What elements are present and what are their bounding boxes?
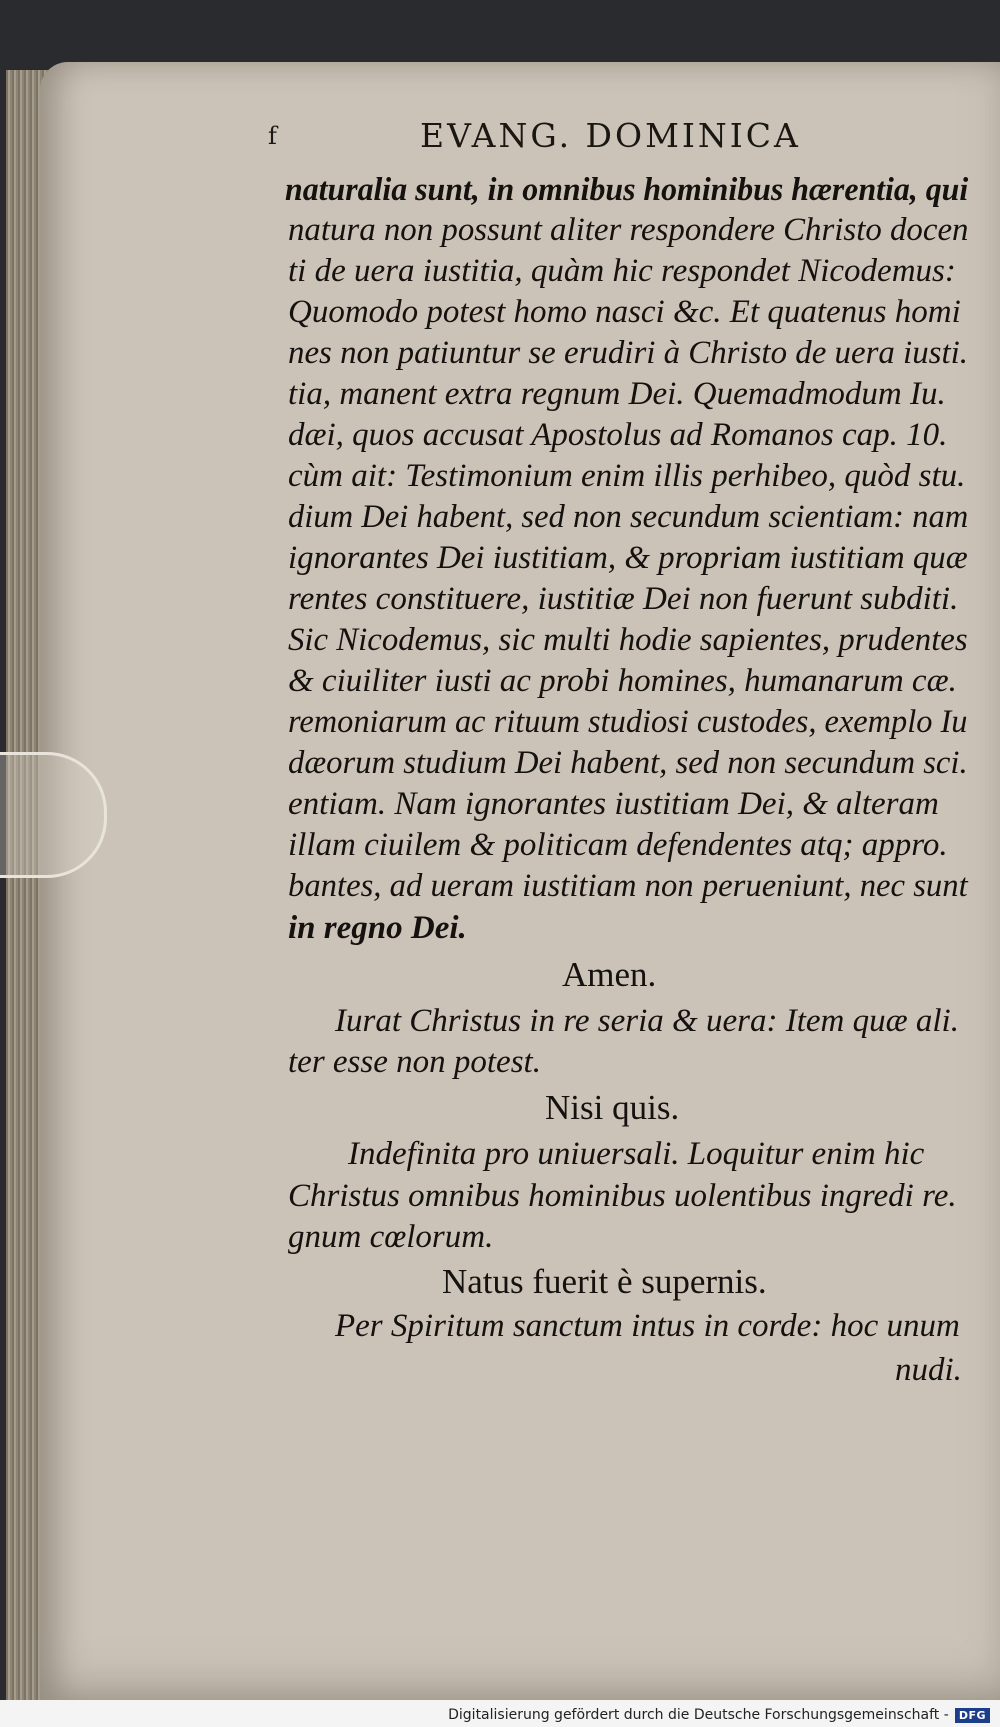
body-line: nes non patiuntur se erudiri à Christo de uera iusti. — [288, 335, 968, 371]
section-line: gnum cœlorum. — [288, 1219, 494, 1255]
body-line: natura non possunt aliter respondere Christo docen — [288, 212, 969, 248]
section-line: ter esse non potest. — [288, 1044, 541, 1080]
body-line: ti de uera iustitia, quàm hic respondet Nicodemus: — [288, 253, 956, 289]
section-line: Christus omnibus hominibus uolentibus ingredi re. — [288, 1178, 957, 1214]
body-line: Sic Nicodemus, sic multi hodie sapientes, prudentes — [288, 622, 968, 658]
section-heading: Nisi quis. — [545, 1088, 680, 1127]
running-head: EVANG. DOMINICA — [420, 116, 801, 155]
body-line: remoniarum ac rituum studiosi custodes, exemplo Iu — [288, 704, 968, 740]
section-line: nudi. — [895, 1352, 962, 1388]
body-line: naturalia sunt, in omnibus hominibus hærentia, qui — [285, 172, 969, 208]
body-line: dium Dei habent, sed non secundum scientiam: nam — [288, 499, 969, 535]
section-line: Per Spiritum sanctum intus in corde: hoc unum — [335, 1308, 960, 1344]
body-line: illam ciuilem & politicam defendentes atq; appro. — [288, 827, 948, 863]
body-line: dæi, quos accusat Apostolus ad Romanos cap. 10. — [288, 417, 948, 453]
body-line: entiam. Nam ignorantes iustitiam Dei, & alteram — [288, 786, 939, 822]
section-heading: Amen. — [562, 955, 657, 994]
section-line: Indefinita pro uniuersali. Loquitur enim hic — [348, 1136, 925, 1172]
credit-text: Digitalisierung gefördert durch die Deutsche Forschungsgemeinschaft - — [448, 1707, 949, 1723]
body-line: Quomodo potest homo nasci &c. Et quatenus homi — [288, 294, 961, 330]
dfg-logo: DFG — [955, 1708, 990, 1723]
body-line: cùm ait: Testimonium enim illis perhibeo, quòd stu. — [288, 458, 966, 494]
body-line: rentes constituere, iustitiæ Dei non fuerunt subditi. — [288, 581, 959, 617]
body-line: & ciuiliter iusti ac probi homines, humanarum cæ. — [288, 663, 957, 699]
body-line: tia, manent extra regnum Dei. Quemadmodum Iu. — [288, 376, 946, 412]
section-line: Iurat Christus in re seria & uera: Item quæ ali. — [335, 1003, 959, 1039]
folio-mark: f — [268, 122, 277, 150]
body-line: bantes, ad ueram iustitiam non perueniunt, nec sunt — [288, 868, 968, 904]
body-line: in regno Dei. — [288, 910, 467, 946]
section-heading: Natus fuerit è supernis. — [442, 1262, 767, 1301]
digitization-credit — [448, 1707, 990, 1723]
body-line: dæorum studium Dei habent, sed non secundum sci. — [288, 745, 968, 781]
body-line: ignorantes Dei iustitiam, & propriam iustitiam quæ — [288, 540, 968, 576]
